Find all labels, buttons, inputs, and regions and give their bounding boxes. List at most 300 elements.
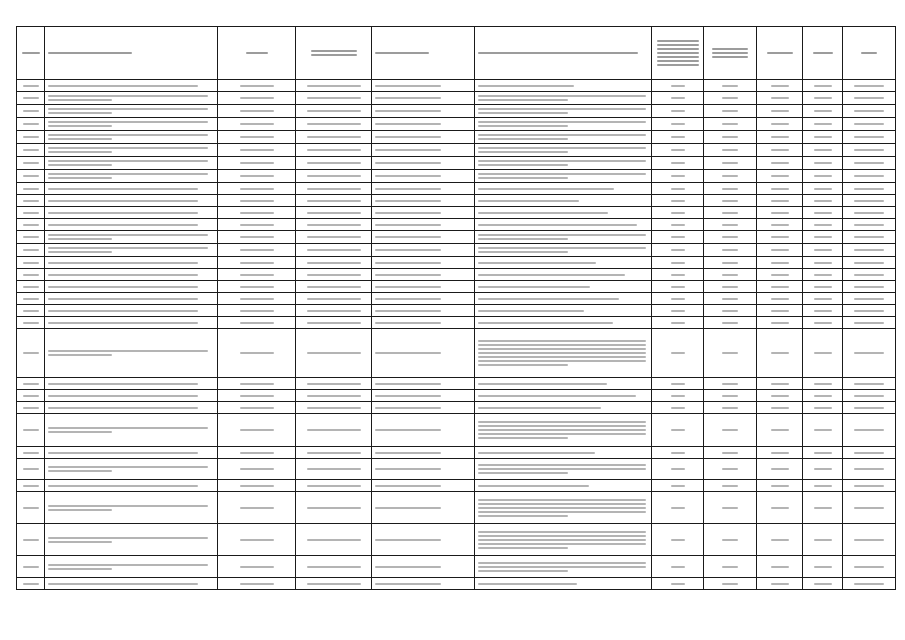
col-location-cell [45, 92, 218, 105]
unreadable-text [722, 352, 738, 354]
unreadable-text [814, 583, 832, 585]
col-permitted-use-cell [475, 170, 652, 183]
unreadable-text [722, 249, 738, 251]
unreadable-text [307, 110, 361, 112]
col-location-cell [45, 257, 218, 269]
unreadable-text [478, 99, 568, 101]
unreadable-text [23, 485, 39, 487]
unreadable-text [854, 85, 884, 87]
unreadable-text [771, 583, 789, 585]
unreadable-text [478, 112, 568, 114]
col-type-code-cell [704, 244, 757, 257]
unreadable-text [478, 247, 646, 249]
table-row [17, 281, 896, 293]
unreadable-text [307, 352, 361, 354]
col-district-cell [218, 305, 296, 317]
col-district-cell [218, 578, 296, 590]
col-land-category-cell [372, 317, 475, 329]
col-use-code-cell [652, 170, 704, 183]
unreadable-text [48, 52, 132, 54]
col-land-category-cell [372, 293, 475, 305]
col-district-cell [218, 402, 296, 414]
col-cadastral-number-cell [296, 92, 372, 105]
col-district-cell [218, 80, 296, 92]
unreadable-text [307, 310, 361, 312]
col-permitted-use-cell [475, 269, 652, 281]
col-permitted-use-cell [475, 329, 652, 378]
unreadable-text [671, 485, 685, 487]
unreadable-text [23, 310, 39, 312]
unreadable-text [771, 110, 789, 112]
table-row [17, 293, 896, 305]
col-permitted-use-cell [475, 131, 652, 144]
unreadable-text [722, 136, 738, 138]
table-row [17, 305, 896, 317]
table-row [17, 144, 896, 157]
unreadable-text [375, 175, 441, 177]
unreadable-text [478, 251, 568, 253]
unreadable-text [671, 97, 685, 99]
col-permitted-use-cell [475, 207, 652, 219]
unreadable-text [48, 85, 198, 87]
unreadable-text [657, 60, 699, 62]
col-type-code-cell [704, 447, 757, 459]
unreadable-text [478, 234, 646, 236]
col-type-code-cell [704, 219, 757, 231]
unreadable-text [671, 110, 685, 112]
unreadable-text [771, 85, 789, 87]
unreadable-text [240, 352, 274, 354]
col-location-cell [45, 183, 218, 195]
unreadable-text [814, 485, 832, 487]
col-number-cell [17, 269, 45, 281]
col-number-cell [17, 144, 45, 157]
col-use-code-cell [652, 207, 704, 219]
col-area-cell [757, 92, 803, 105]
unreadable-text [722, 407, 738, 409]
unreadable-text [478, 212, 608, 214]
unreadable-text [307, 249, 361, 251]
col-area-cell [757, 207, 803, 219]
col-land-category-cell [372, 390, 475, 402]
unreadable-text [671, 262, 685, 264]
col-area-cell [757, 556, 803, 578]
col-permitted-use-cell [475, 578, 652, 590]
col-cadastral-value-cell [843, 447, 896, 459]
unreadable-text [23, 262, 39, 264]
col-type-code-cell [704, 556, 757, 578]
unreadable-text [854, 136, 884, 138]
col-permitted-use-cell [475, 414, 652, 447]
col-number-cell [17, 92, 45, 105]
col-location-cell [45, 414, 218, 447]
unreadable-text [307, 395, 361, 397]
col-permitted-use-cell [475, 244, 652, 257]
unreadable-text [23, 468, 39, 470]
col-area-cell [757, 305, 803, 317]
col-specific-index-cell [803, 257, 843, 269]
unreadable-text [722, 212, 738, 214]
table-row [17, 524, 896, 556]
col-use-code-cell [652, 195, 704, 207]
col-type-code-cell [704, 131, 757, 144]
unreadable-text [814, 85, 832, 87]
unreadable-text [771, 262, 789, 264]
unreadable-text [240, 136, 274, 138]
col-area-cell [757, 578, 803, 590]
col-specific-index-cell [803, 402, 843, 414]
unreadable-text [240, 407, 274, 409]
unreadable-text [712, 52, 748, 54]
unreadable-text [240, 395, 274, 397]
unreadable-text [307, 322, 361, 324]
col-cadastral-value-cell [843, 293, 896, 305]
col-use-code-cell [652, 157, 704, 170]
unreadable-text [375, 249, 441, 251]
unreadable-text [722, 583, 738, 585]
unreadable-text [722, 429, 738, 431]
unreadable-text [854, 200, 884, 202]
col-cadastral-value-cell [843, 414, 896, 447]
unreadable-text [240, 429, 274, 431]
col-cadastral-value-cell [843, 378, 896, 390]
unreadable-text [671, 200, 685, 202]
table-row [17, 105, 896, 118]
unreadable-text [722, 539, 738, 541]
col-number-cell [17, 207, 45, 219]
col-type-code-cell [704, 157, 757, 170]
unreadable-text [854, 468, 884, 470]
unreadable-text [671, 452, 685, 454]
unreadable-text [48, 262, 198, 264]
col-number-cell [17, 257, 45, 269]
col-land-category-cell [372, 144, 475, 157]
col-land-category-cell [372, 219, 475, 231]
col-location-cell [45, 80, 218, 92]
col-number-cell [17, 447, 45, 459]
table-row [17, 329, 896, 378]
col-cadastral-number-cell [296, 447, 372, 459]
col-cadastral-value-cell [843, 578, 896, 590]
col-permitted-use-cell [475, 195, 652, 207]
col-use-code-cell [652, 480, 704, 492]
unreadable-text [23, 123, 39, 125]
unreadable-text [48, 160, 208, 162]
unreadable-text [771, 298, 789, 300]
col-cadastral-value-cell [843, 183, 896, 195]
col-number-cell [17, 157, 45, 170]
unreadable-text [240, 286, 274, 288]
col-specific-index-cell [803, 378, 843, 390]
unreadable-text [712, 56, 748, 58]
col-area-cell [757, 329, 803, 378]
col-permitted-use-cell [475, 118, 652, 131]
col-specific-index-cell [803, 390, 843, 402]
col-cadastral-number-cell [296, 293, 372, 305]
unreadable-text [814, 200, 832, 202]
col-district-cell [218, 281, 296, 293]
unreadable-text [671, 583, 685, 585]
col-location-cell [45, 447, 218, 459]
col-specific-index-cell [803, 170, 843, 183]
unreadable-text [814, 224, 832, 226]
unreadable-text [48, 350, 208, 352]
unreadable-text [722, 162, 738, 164]
unreadable-text [722, 149, 738, 151]
unreadable-text [48, 568, 112, 570]
col-land-category-cell [372, 378, 475, 390]
unreadable-text [722, 452, 738, 454]
col-permitted-use-header [475, 27, 652, 80]
unreadable-text [23, 298, 39, 300]
unreadable-text [814, 407, 832, 409]
unreadable-text [478, 433, 646, 435]
col-area-cell [757, 402, 803, 414]
table-row [17, 231, 896, 244]
col-number-cell [17, 170, 45, 183]
col-type-code-cell [704, 92, 757, 105]
table-row [17, 80, 896, 92]
col-use-code-cell [652, 447, 704, 459]
col-cadastral-value-cell [843, 105, 896, 118]
unreadable-text [23, 352, 39, 354]
unreadable-text [307, 200, 361, 202]
col-location-cell [45, 293, 218, 305]
unreadable-text [813, 52, 833, 54]
unreadable-text [814, 322, 832, 324]
unreadable-text [854, 249, 884, 251]
table-row [17, 492, 896, 524]
col-cadastral-value-cell [843, 556, 896, 578]
unreadable-text [854, 236, 884, 238]
col-location-cell [45, 144, 218, 157]
col-cadastral-number-cell [296, 459, 372, 480]
col-land-category-cell [372, 329, 475, 378]
unreadable-text [23, 200, 39, 202]
col-cadastral-value-cell [843, 390, 896, 402]
col-cadastral-value-cell [843, 207, 896, 219]
col-cadastral-number-cell [296, 231, 372, 244]
unreadable-text [854, 429, 884, 431]
col-cadastral-number-cell [296, 402, 372, 414]
table-row [17, 480, 896, 492]
unreadable-text [854, 110, 884, 112]
col-cadastral-value-cell [843, 231, 896, 244]
unreadable-text [771, 249, 789, 251]
col-district-cell [218, 231, 296, 244]
unreadable-text [375, 383, 441, 385]
col-land-category-cell [372, 105, 475, 118]
col-district-cell [218, 92, 296, 105]
unreadable-text [771, 429, 789, 431]
col-type-code-cell [704, 183, 757, 195]
unreadable-text [671, 249, 685, 251]
unreadable-text [478, 262, 596, 264]
col-land-category-cell [372, 459, 475, 480]
unreadable-text [722, 262, 738, 264]
col-type-code-cell [704, 105, 757, 118]
col-area-cell [757, 231, 803, 244]
unreadable-text [375, 507, 441, 509]
col-cadastral-number-cell [296, 207, 372, 219]
col-use-code-cell [652, 281, 704, 293]
table-row [17, 378, 896, 390]
col-area-cell [757, 293, 803, 305]
unreadable-text [307, 566, 361, 568]
unreadable-text [311, 50, 357, 52]
unreadable-text [23, 110, 39, 112]
col-cadastral-number-cell [296, 492, 372, 524]
header-row [17, 27, 896, 80]
unreadable-text [307, 485, 361, 487]
unreadable-text [478, 344, 646, 346]
col-permitted-use-cell [475, 492, 652, 524]
col-cadastral-value-cell [843, 80, 896, 92]
unreadable-text [722, 507, 738, 509]
col-specific-index-cell [803, 183, 843, 195]
col-cadastral-number-cell [296, 305, 372, 317]
unreadable-text [478, 395, 636, 397]
col-cadastral-number-cell [296, 144, 372, 157]
unreadable-text [478, 499, 646, 501]
col-district-cell [218, 317, 296, 329]
unreadable-text [478, 85, 574, 87]
unreadable-text [478, 507, 646, 509]
unreadable-text [23, 452, 39, 454]
unreadable-text [854, 583, 884, 585]
unreadable-text [307, 583, 361, 585]
table-row [17, 414, 896, 447]
col-permitted-use-cell [475, 80, 652, 92]
col-number-cell [17, 492, 45, 524]
unreadable-text [771, 407, 789, 409]
unreadable-text [375, 583, 441, 585]
unreadable-text [240, 383, 274, 385]
unreadable-text [478, 531, 646, 533]
unreadable-text [240, 298, 274, 300]
unreadable-text [307, 224, 361, 226]
unreadable-text [771, 236, 789, 238]
col-number-cell [17, 480, 45, 492]
unreadable-text [478, 515, 568, 517]
unreadable-text [22, 52, 40, 54]
col-district-cell [218, 118, 296, 131]
unreadable-text [48, 427, 208, 429]
unreadable-text [771, 539, 789, 541]
unreadable-text [814, 310, 832, 312]
unreadable-text [307, 507, 361, 509]
unreadable-text [722, 310, 738, 312]
col-type-code-cell [704, 281, 757, 293]
unreadable-text [814, 136, 832, 138]
unreadable-text [771, 352, 789, 354]
col-land-category-cell [372, 524, 475, 556]
col-number-cell [17, 578, 45, 590]
col-specific-index-cell [803, 480, 843, 492]
unreadable-text [48, 238, 112, 240]
unreadable-text [814, 274, 832, 276]
col-district-cell [218, 195, 296, 207]
unreadable-text [375, 110, 441, 112]
unreadable-text [814, 123, 832, 125]
unreadable-text [307, 85, 361, 87]
unreadable-text [23, 236, 39, 238]
col-location-cell [45, 317, 218, 329]
col-district-cell [218, 257, 296, 269]
col-specific-index-cell [803, 219, 843, 231]
col-permitted-use-cell [475, 257, 652, 269]
col-district-cell [218, 105, 296, 118]
col-location-cell [45, 480, 218, 492]
col-land-category-cell [372, 414, 475, 447]
table-row [17, 131, 896, 144]
unreadable-text [478, 238, 568, 240]
col-district-cell [218, 459, 296, 480]
col-cadastral-number-cell [296, 378, 372, 390]
unreadable-text [478, 539, 646, 541]
unreadable-text [478, 340, 646, 342]
unreadable-text [478, 108, 646, 110]
table-row [17, 556, 896, 578]
unreadable-text [307, 136, 361, 138]
unreadable-text [771, 310, 789, 312]
unreadable-text [771, 286, 789, 288]
col-specific-index-cell [803, 231, 843, 244]
unreadable-text [240, 249, 274, 251]
unreadable-text [48, 541, 112, 543]
unreadable-text [854, 485, 884, 487]
col-district-cell [218, 219, 296, 231]
unreadable-text [671, 468, 685, 470]
unreadable-text [814, 429, 832, 431]
unreadable-text [375, 468, 441, 470]
col-land-category-cell [372, 157, 475, 170]
unreadable-text [771, 123, 789, 125]
unreadable-text [854, 162, 884, 164]
unreadable-text [48, 121, 208, 123]
col-cadastral-value-cell [843, 480, 896, 492]
unreadable-text [671, 274, 685, 276]
col-area-cell [757, 459, 803, 480]
col-location-cell [45, 207, 218, 219]
unreadable-text [307, 97, 361, 99]
unreadable-text [240, 162, 274, 164]
col-area-cell [757, 157, 803, 170]
col-specific-index-cell [803, 578, 843, 590]
col-cadastral-value-header [843, 27, 896, 80]
unreadable-text [722, 298, 738, 300]
col-location-cell [45, 378, 218, 390]
col-area-cell [757, 105, 803, 118]
unreadable-text [23, 188, 39, 190]
col-land-category-cell [372, 480, 475, 492]
table-row [17, 219, 896, 231]
unreadable-text [814, 452, 832, 454]
col-type-code-cell [704, 414, 757, 447]
col-area-cell [757, 390, 803, 402]
col-type-code-cell [704, 195, 757, 207]
unreadable-text [311, 54, 357, 56]
col-number-cell [17, 459, 45, 480]
unreadable-text [48, 395, 198, 397]
unreadable-text [671, 429, 685, 431]
col-number-cell [17, 293, 45, 305]
unreadable-text [722, 110, 738, 112]
col-land-category-cell [372, 170, 475, 183]
unreadable-text [814, 395, 832, 397]
col-specific-index-cell [803, 80, 843, 92]
unreadable-text [375, 200, 441, 202]
